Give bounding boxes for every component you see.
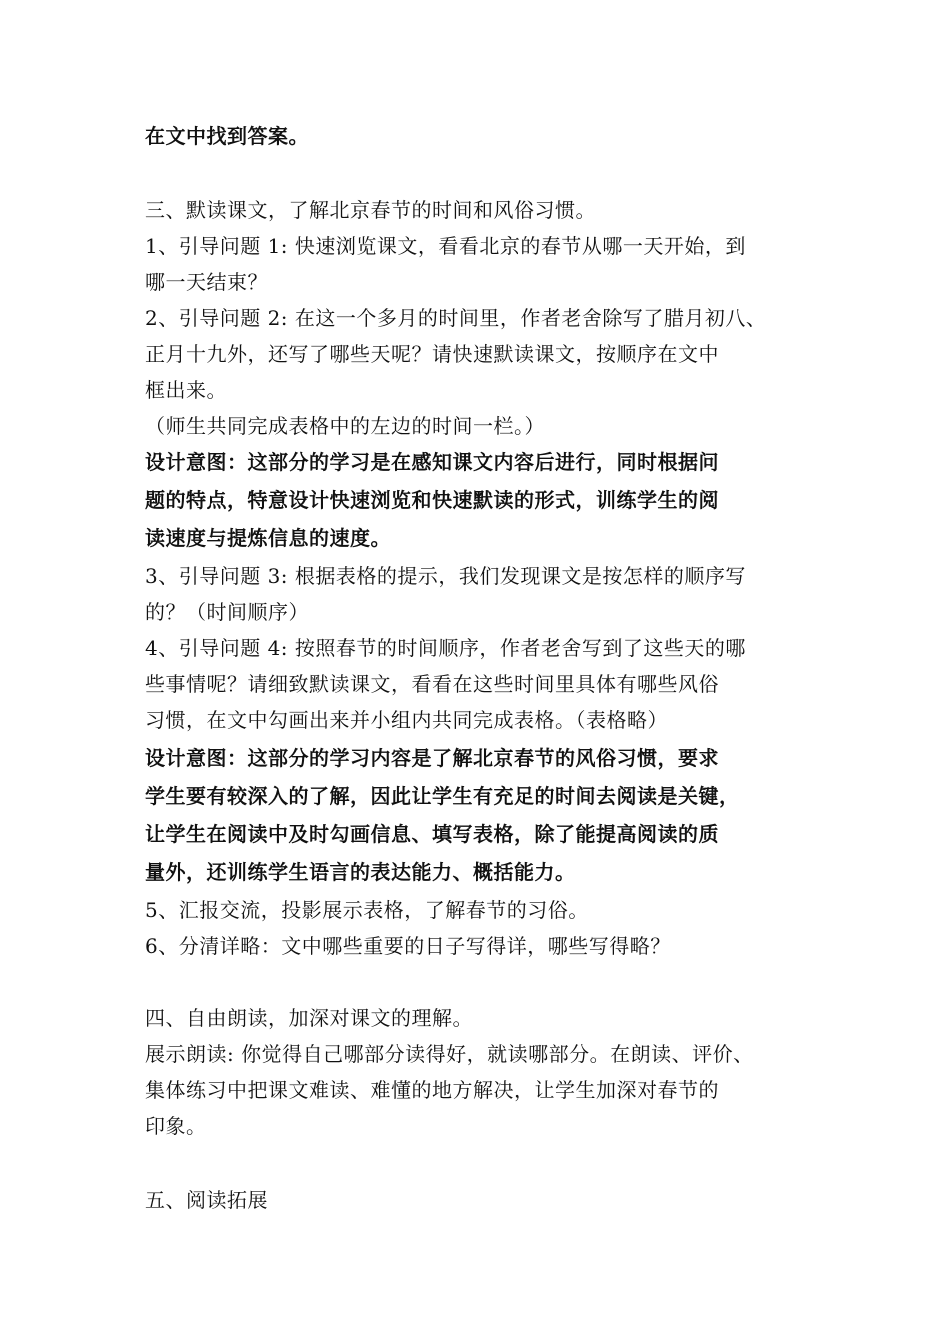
text-line-3: 1、引导问题 1: 快速浏览课文，看看北京的春节从哪一天开始，到: [145, 234, 746, 258]
section-heading-3: 三、默读课文，了解北京春节的时间和风俗习惯。: [145, 198, 596, 222]
text-line-12: 3、引导问题 3: 根据表格的提示，我们发现课文是按怎样的顺序写: [145, 564, 746, 588]
design-intent-1-line-3: 读速度与提炼信息的速度。: [145, 526, 391, 550]
text-line-8: （师生共同完成表格中的左边的时间一栏。）: [145, 414, 545, 438]
text-line-6: 正月十九外，还写了哪些天呢？请快速默读课文，按顺序在文中: [145, 342, 719, 366]
design-intent-2-line-1: 设计意图：这部分的学习内容是了解北京春节的风俗习惯，要求: [145, 746, 719, 770]
text-line-5: 2、引导问题 2: 在这一个多月的时间里，作者老舍除写了腊月初八、: [145, 306, 767, 330]
text-line-15: 些事情呢？请细致默读课文，看看在这些时间里具体有哪些风俗: [145, 672, 719, 696]
design-intent-1-line-2: 题的特点，特意设计快速浏览和快速默读的形式，训练学生的阅: [145, 488, 719, 512]
text-line-7: 框出来。: [145, 378, 227, 402]
design-intent-2-line-4: 量外，还训练学生语言的表达能力、概括能力。: [145, 860, 576, 884]
section-heading-5: 五、阅读拓展: [145, 1188, 268, 1212]
text-line-26: 印象。: [145, 1114, 207, 1138]
text-line-25: 集体练习中把课文难读、难懂的地方解决，让学生加深对春节的: [145, 1078, 719, 1102]
text-line-13: 的？（时间顺序）: [145, 600, 309, 624]
text-line-24: 展示朗读: 你觉得自己哪部分读得好，就读哪部分。在朗读、评价、: [145, 1042, 754, 1066]
design-intent-2-line-2: 学生要有较深入的了解，因此让学生有充足的时间去阅读是关键，: [145, 784, 740, 808]
text-line-22: 6、分清详略：文中哪些重要的日子写得详，哪些写得略？: [145, 934, 671, 958]
text-line-14: 4、引导问题 4: 按照春节的时间顺序，作者老舍写到了这些天的哪: [145, 636, 746, 660]
text-line-4: 哪一天结束？: [145, 270, 268, 294]
text-line-21: 5、汇报交流，投影展示表格，了解春节的习俗。: [145, 898, 589, 922]
design-intent-1-line-1: 设计意图：这部分的学习是在感知课文内容后进行，同时根据问: [145, 450, 719, 474]
section-heading-4: 四、自由朗读，加深对课文的理解。: [145, 1006, 473, 1030]
text-line-16: 习惯，在文中勾画出来并小组内共同完成表格。（表格略）: [145, 708, 668, 732]
design-intent-2-line-3: 让学生在阅读中及时勾画信息、填写表格，除了能提高阅读的质: [145, 822, 719, 846]
text-line-1: 在文中找到答案。: [145, 124, 309, 148]
